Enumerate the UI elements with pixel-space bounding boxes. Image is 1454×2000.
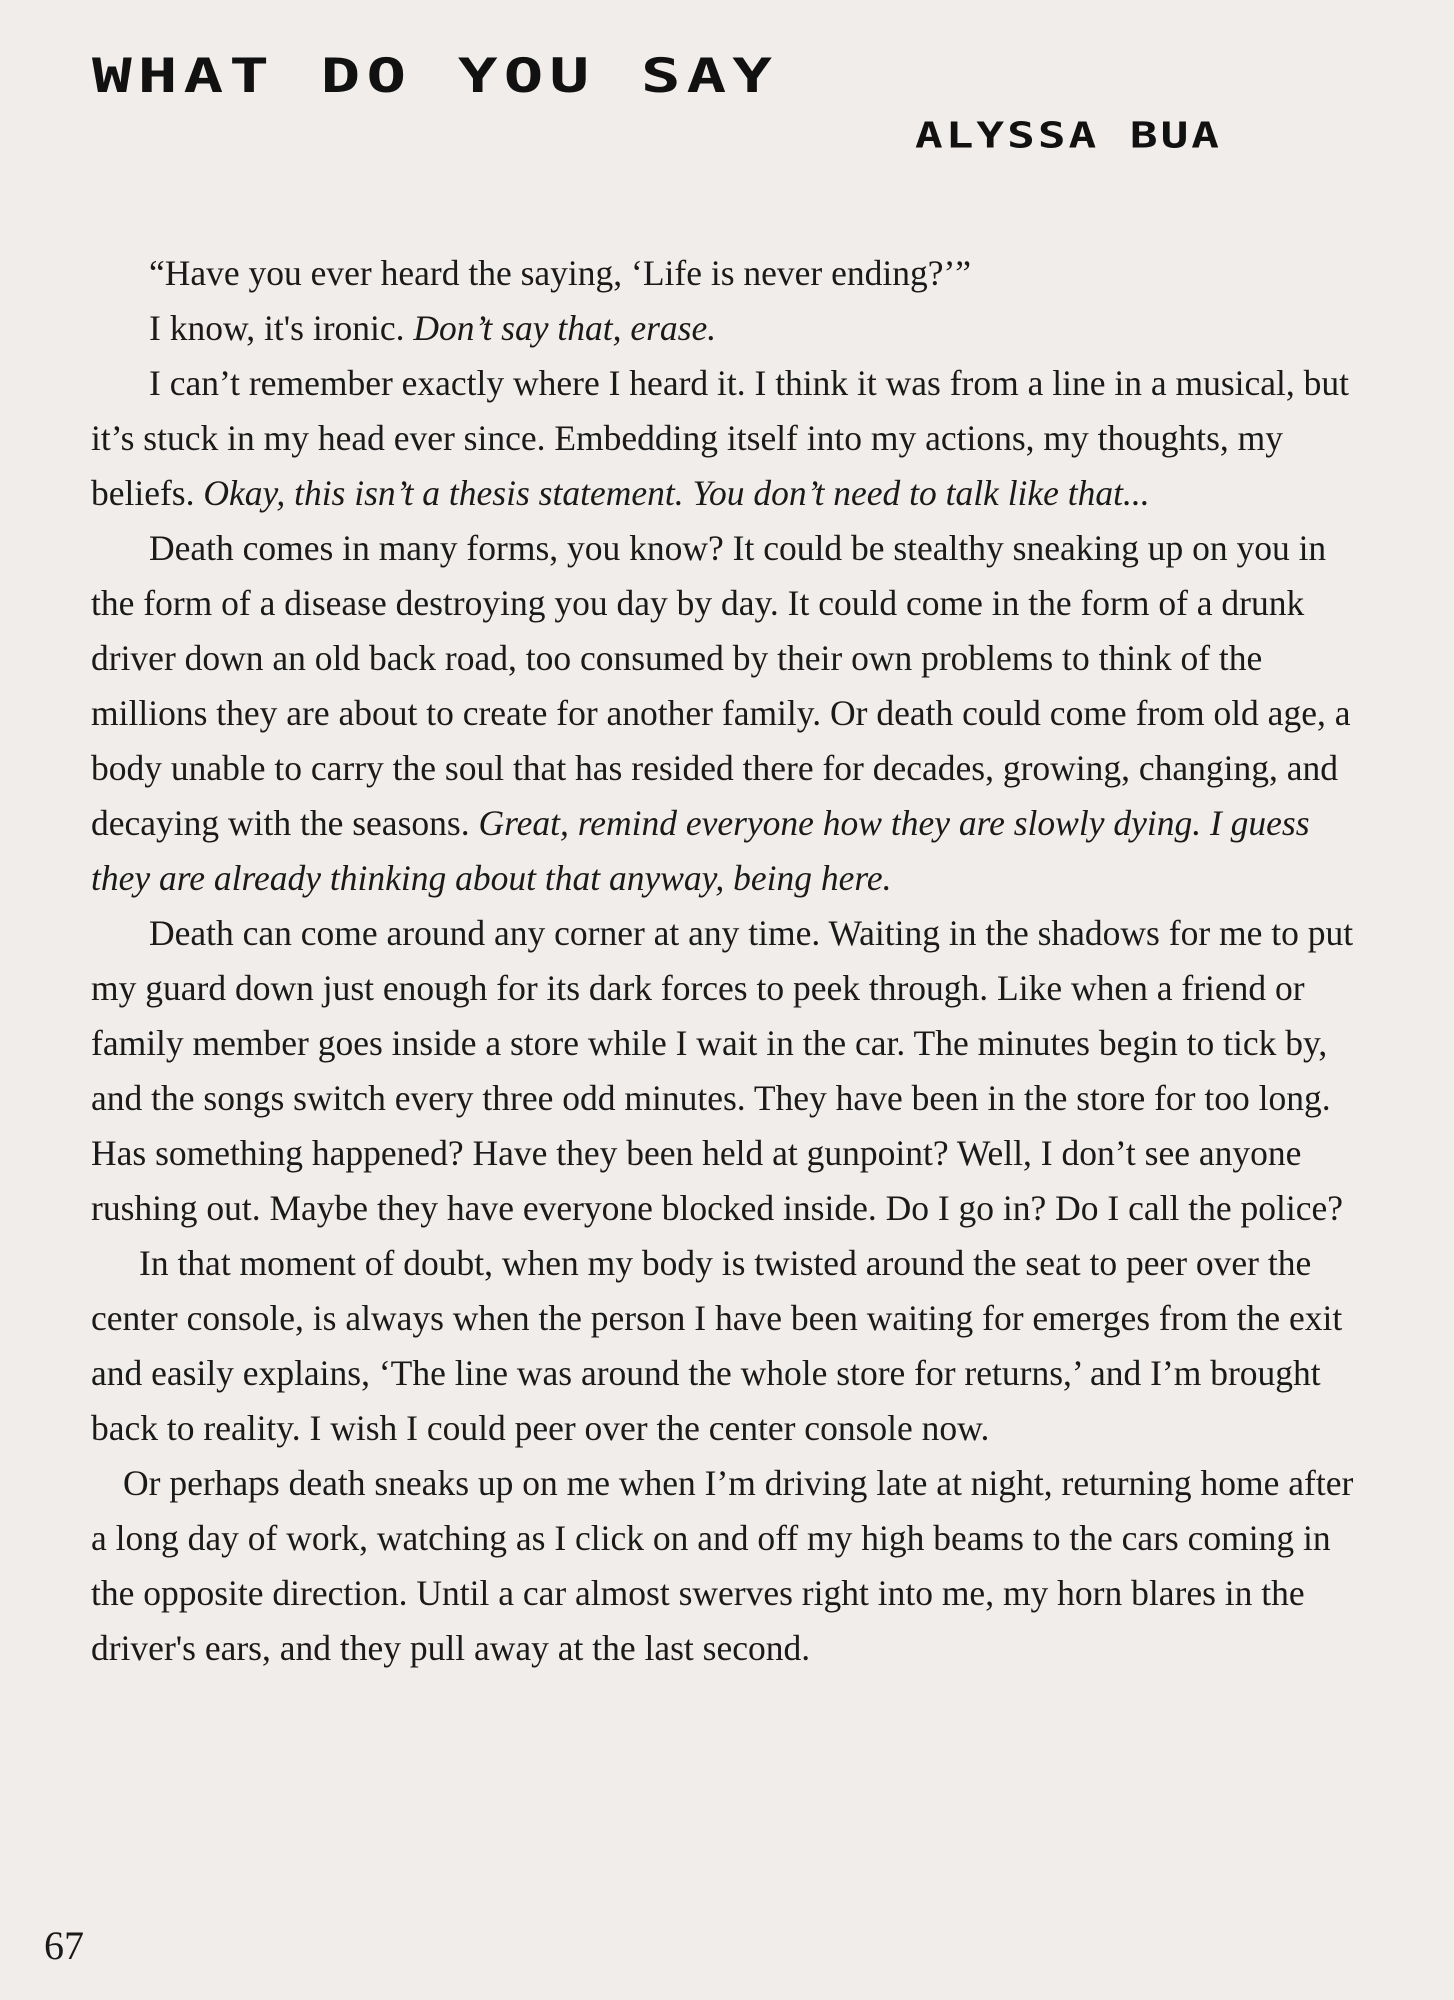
page-number: 67 bbox=[44, 1923, 84, 1968]
paragraph-2 bbox=[91, 301, 1371, 356]
paragraph-1: “Have you ever heard the saying, ‘Life is never ending?’” bbox=[149, 253, 972, 293]
paragraph-6: In that moment of doubt, when my body is twisted around the seat to peer over the center console, is always when the person I have been waiting for emerges from the exit and easily explains, ‘The line was around the whole store for returns,’ and I’m brought back to reality. I wish I could peer over the center console now. bbox=[91, 1243, 1343, 1448]
paragraph-4-aside: Great, remind everyone how they are slowly dying. I guess they are already thinking about that anyway, being here. bbox=[91, 803, 1310, 898]
paragraph-4-text: Death comes in many forms, you know? It could be stealthy sneaking up on you in the form of a disease destroying you day by day. It could come in the form of a drunk driver down an old back road, too consumed by their own problems to think of the millions they are about to create for another family. Or death could come from old age, a body unable to carry the soul that has resided there for decades, growing, changing, and decaying with the seasons. bbox=[91, 528, 1351, 843]
paragraph-2-text: I know, it's ironic. bbox=[149, 308, 414, 348]
author-name: ALYSSA BUA bbox=[915, 114, 1222, 157]
paragraph-3 bbox=[91, 356, 1371, 521]
paragraph-3-aside: Okay, this isn’t a thesis statement. You don’t need to talk like that... bbox=[203, 473, 1150, 513]
paragraph-2-aside: Don’t say that, erase. bbox=[413, 308, 717, 348]
story-title: WHAT DO YOU SAY bbox=[92, 48, 779, 104]
paragraph-3-text: I can’t remember exactly where I heard it. I think it was from a line in a musical, but it’s stuck in my head ever since. Embedding itself into my actions, my thoughts, my beliefs. bbox=[91, 363, 1349, 513]
paragraph-4 bbox=[91, 521, 1371, 906]
story-body bbox=[91, 246, 1371, 1676]
paragraph-7: Or perhaps death sneaks up on me when I’m driving late at night, returning home after a long day of work, watching as I click on and off my high beams to the cars coming in the opposite direction. Until a car almost swerves right into me, my horn blares in the driver's ears, and they pull away at the last second. bbox=[91, 1463, 1354, 1668]
paragraph-5: Death can come around any corner at any time. Waiting in the shadows for me to put my guard down just enough for its dark forces to peek through. Like when a friend or family member goes inside a store while I wait in the car. The minutes begin to tick by, and the songs switch every three odd minutes. They have been in the store for too long. Has something happened? Have they been held at gunpoint? Well, I don’t see anyone rushing out. Maybe they have everyone blocked inside. Do I go in? Do I call the police? bbox=[91, 913, 1354, 1228]
